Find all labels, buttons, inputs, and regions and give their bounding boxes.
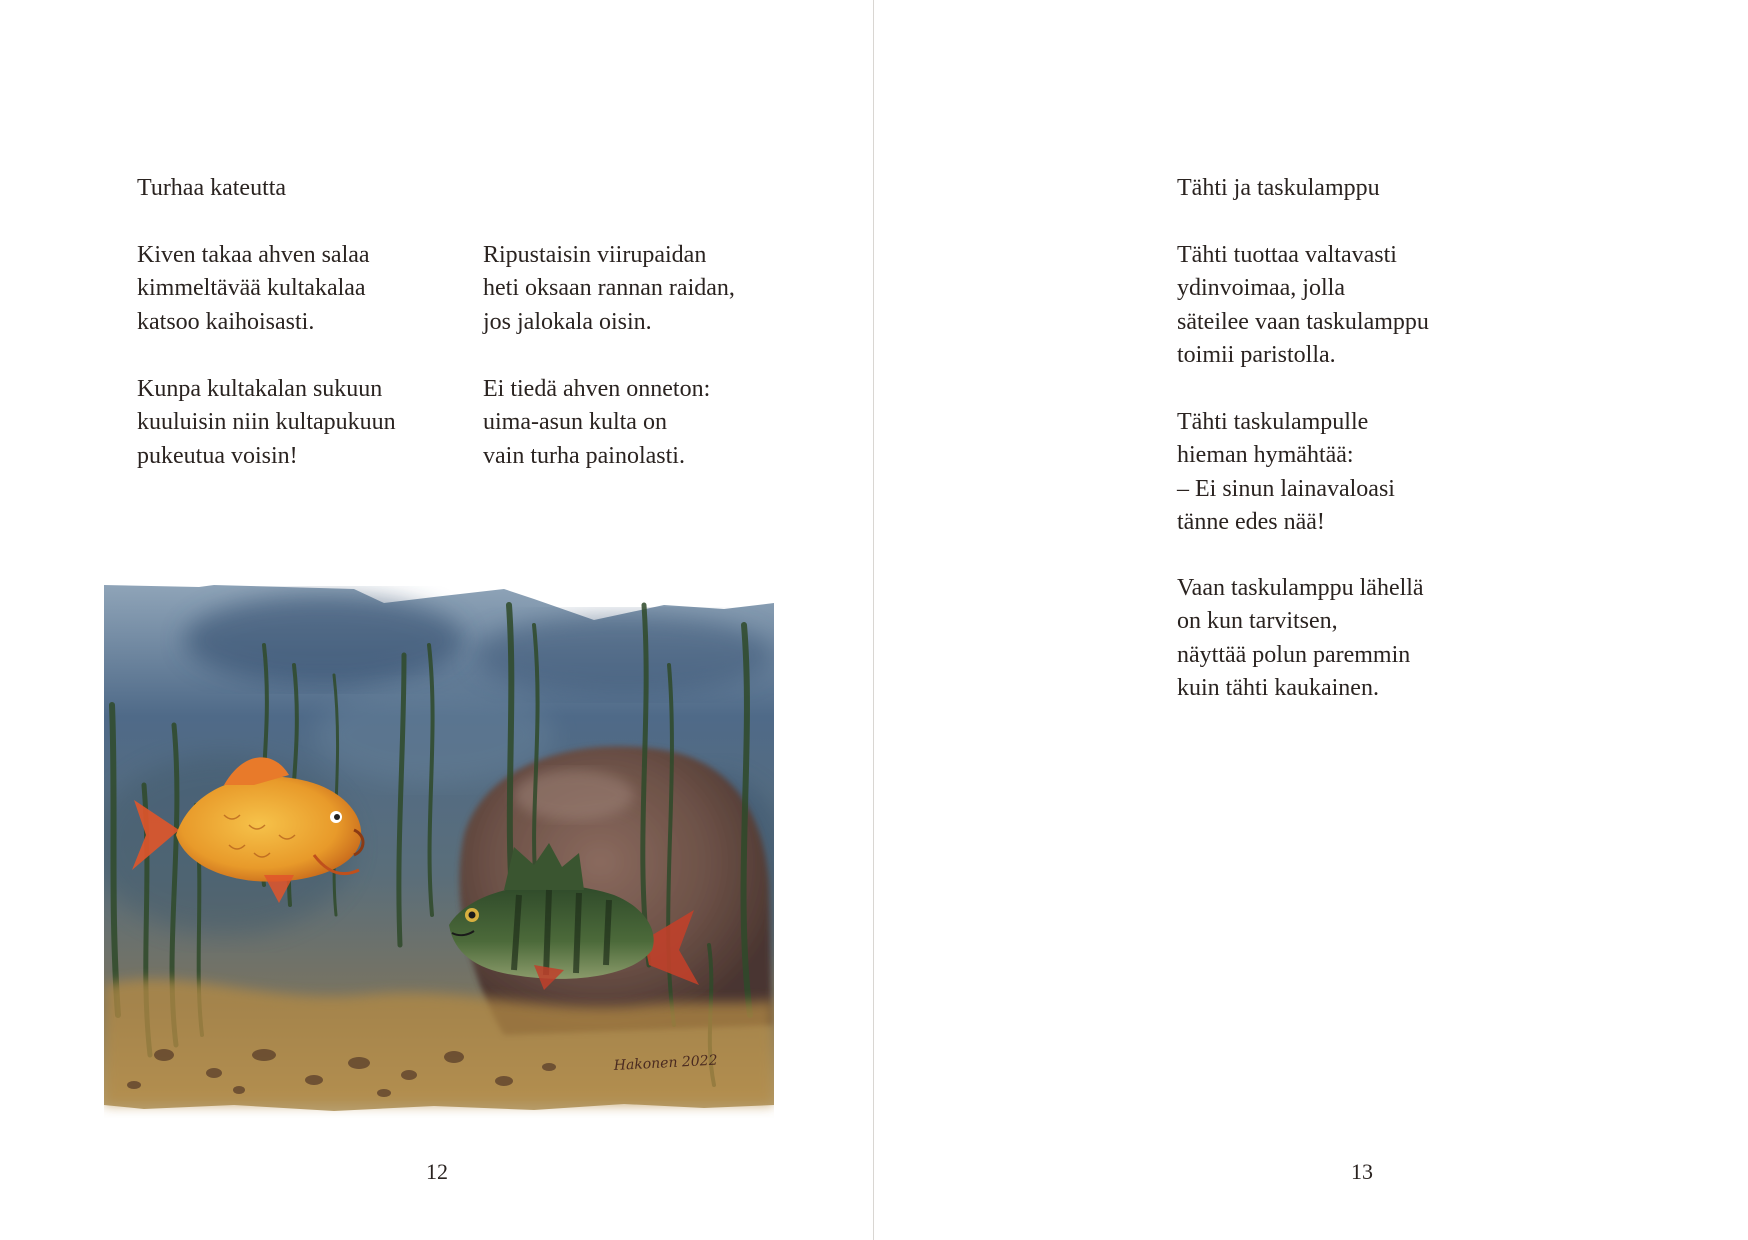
verse-line: uima-asun kulta on <box>483 409 667 436</box>
verse-line: toimii paristolla. <box>1177 341 1336 368</box>
verse-line: Kiven takaa ahven salaa <box>137 242 370 268</box>
stanza-left-col2-2 <box>483 373 710 473</box>
verse-line: näyttää polun paremmin <box>1177 641 1411 668</box>
verse-line: vain turha painolasti. <box>483 442 685 469</box>
underwater-scene-image <box>104 585 774 1122</box>
stanza-left-col2-1 <box>483 239 735 339</box>
page-number-right: 13 <box>1351 1159 1373 1184</box>
verse-line: Tähti taskulampulle <box>1177 409 1369 435</box>
verse-line: kimmeltävää kultakalaa <box>137 275 366 302</box>
verse-line: kuuluisin niin kultapukuun <box>137 409 396 436</box>
verse-line: tänne edes nää! <box>1177 508 1325 535</box>
verse-line: on kun tarvitsen, <box>1177 608 1338 635</box>
stanza-left-col1-2 <box>137 373 396 473</box>
artist-signature: Hakonen 2022 <box>613 1052 718 1074</box>
right-page <box>874 0 1748 1240</box>
verse-line: Ripustaisin viirupaidan <box>483 242 707 268</box>
verse-line: kuin tähti kaukainen. <box>1177 674 1379 701</box>
verse-line: Tähti tuottaa valtavasti <box>1177 242 1397 268</box>
verse-line: – Ei sinun lainavaloasi <box>1177 475 1395 502</box>
stanza-right-1 <box>1177 239 1429 372</box>
watercolor-illustration <box>104 585 774 1122</box>
page-number-left: 12 <box>426 1159 448 1184</box>
stanza-left-col1-1 <box>137 239 370 339</box>
verse-line: säteilee vaan taskulamppu <box>1177 308 1429 335</box>
verse-line: Ei tiedä ahven onneton: <box>483 376 711 402</box>
stanza-right-2 <box>1177 406 1395 539</box>
verse-line: hieman hymähtää: <box>1177 442 1354 469</box>
verse-line: pukeutua voisin! <box>137 442 298 469</box>
verse-line: ydinvoimaa, jolla <box>1177 275 1345 302</box>
verse-line: Kunpa kultakalan sukuun <box>137 376 383 402</box>
stanza-right-3 <box>1177 572 1424 705</box>
poem-title-turhaa-kateutta: Turhaa kateutta <box>137 175 287 201</box>
verse-line: heti oksaan rannan raidan, <box>483 275 735 302</box>
poem-title-tahti-ja-taskulamppu: Tähti ja taskulamppu <box>1177 175 1380 201</box>
verse-line: Vaan taskulamppu lähellä <box>1177 575 1424 601</box>
verse-line: jos jalokala oisin. <box>483 308 652 335</box>
verse-line: katsoo kaihoisasti. <box>137 308 315 335</box>
